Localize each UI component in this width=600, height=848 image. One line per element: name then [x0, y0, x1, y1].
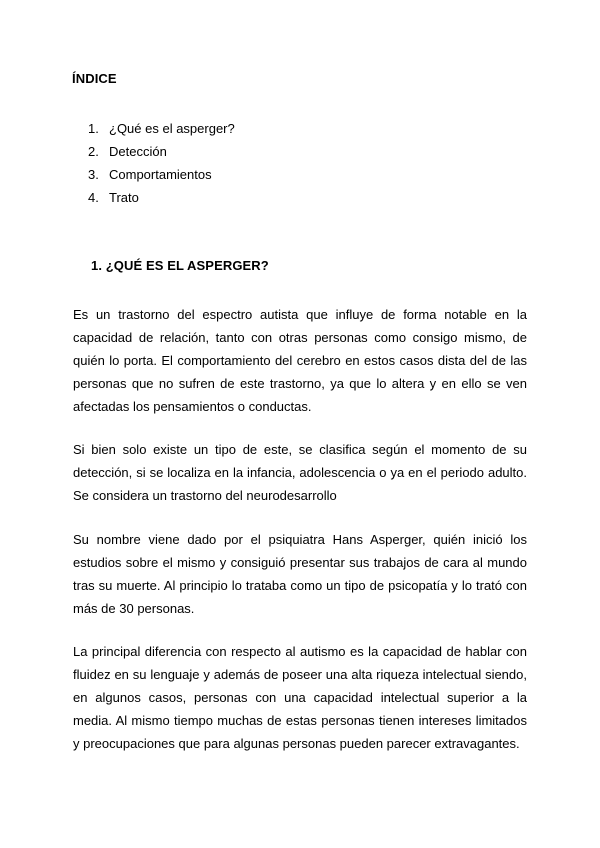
toc-item-number: 4.: [88, 190, 99, 205]
section-title: 1. ¿QUÉ ES EL ASPERGER?: [91, 258, 269, 273]
toc-item-number: 1.: [88, 121, 99, 136]
toc-item-number: 3.: [88, 167, 99, 182]
paragraph: Es un trastorno del espectro autista que influye de forma notable en la capacidad de relación, tanto con otras personas como consigo mismo, de quién lo porta. El comportamiento del cerebro en estos casos dista del de las personas que no sufren de este trastorno, ya que lo altera y en ello se ven afectadas los pensamientos o conductas.: [73, 307, 527, 414]
toc-item: [88, 120, 235, 143]
table-of-contents: [88, 120, 235, 212]
toc-item: [88, 166, 235, 189]
paragraph: Su nombre viene dado por el psiquiatra Hans Asperger, quién inició los estudios sobre el mismo y consiguió presentar sus trabajos de cara al mundo tras su muerte. Al principio lo trataba como un tipo de psicopatía y lo trató con más de 30 personas.: [73, 532, 527, 616]
paragraph: La principal diferencia con respecto al autismo es la capacidad de hablar con fluidez en su lenguaje y además de poseer una alta riqueza intelectual siendo, en algunos casos, personas con una capacidad intelectual superior a la media. Al mismo tiempo muchas de estas personas tienen intereses limitados y preocupaciones que para algunas personas pueden parecer extravagantes.: [73, 644, 527, 751]
toc-item-label: ¿Qué es el asperger?: [109, 121, 235, 136]
paragraph: Si bien solo existe un tipo de este, se clasifica según el momento de su detección, si se localiza en la infancia, adolescencia o ya en el periodo adulto. Se considera un trastorno del neurodesarrollo: [73, 442, 527, 503]
toc-item: [88, 189, 235, 212]
toc-item-label: Comportamientos: [109, 167, 212, 182]
toc-item-label: Trato: [109, 190, 139, 205]
toc-item-number: 2.: [88, 144, 99, 159]
index-title: ÍNDICE: [72, 71, 117, 86]
toc-item-label: Detección: [109, 144, 167, 159]
toc-item: [88, 143, 235, 166]
